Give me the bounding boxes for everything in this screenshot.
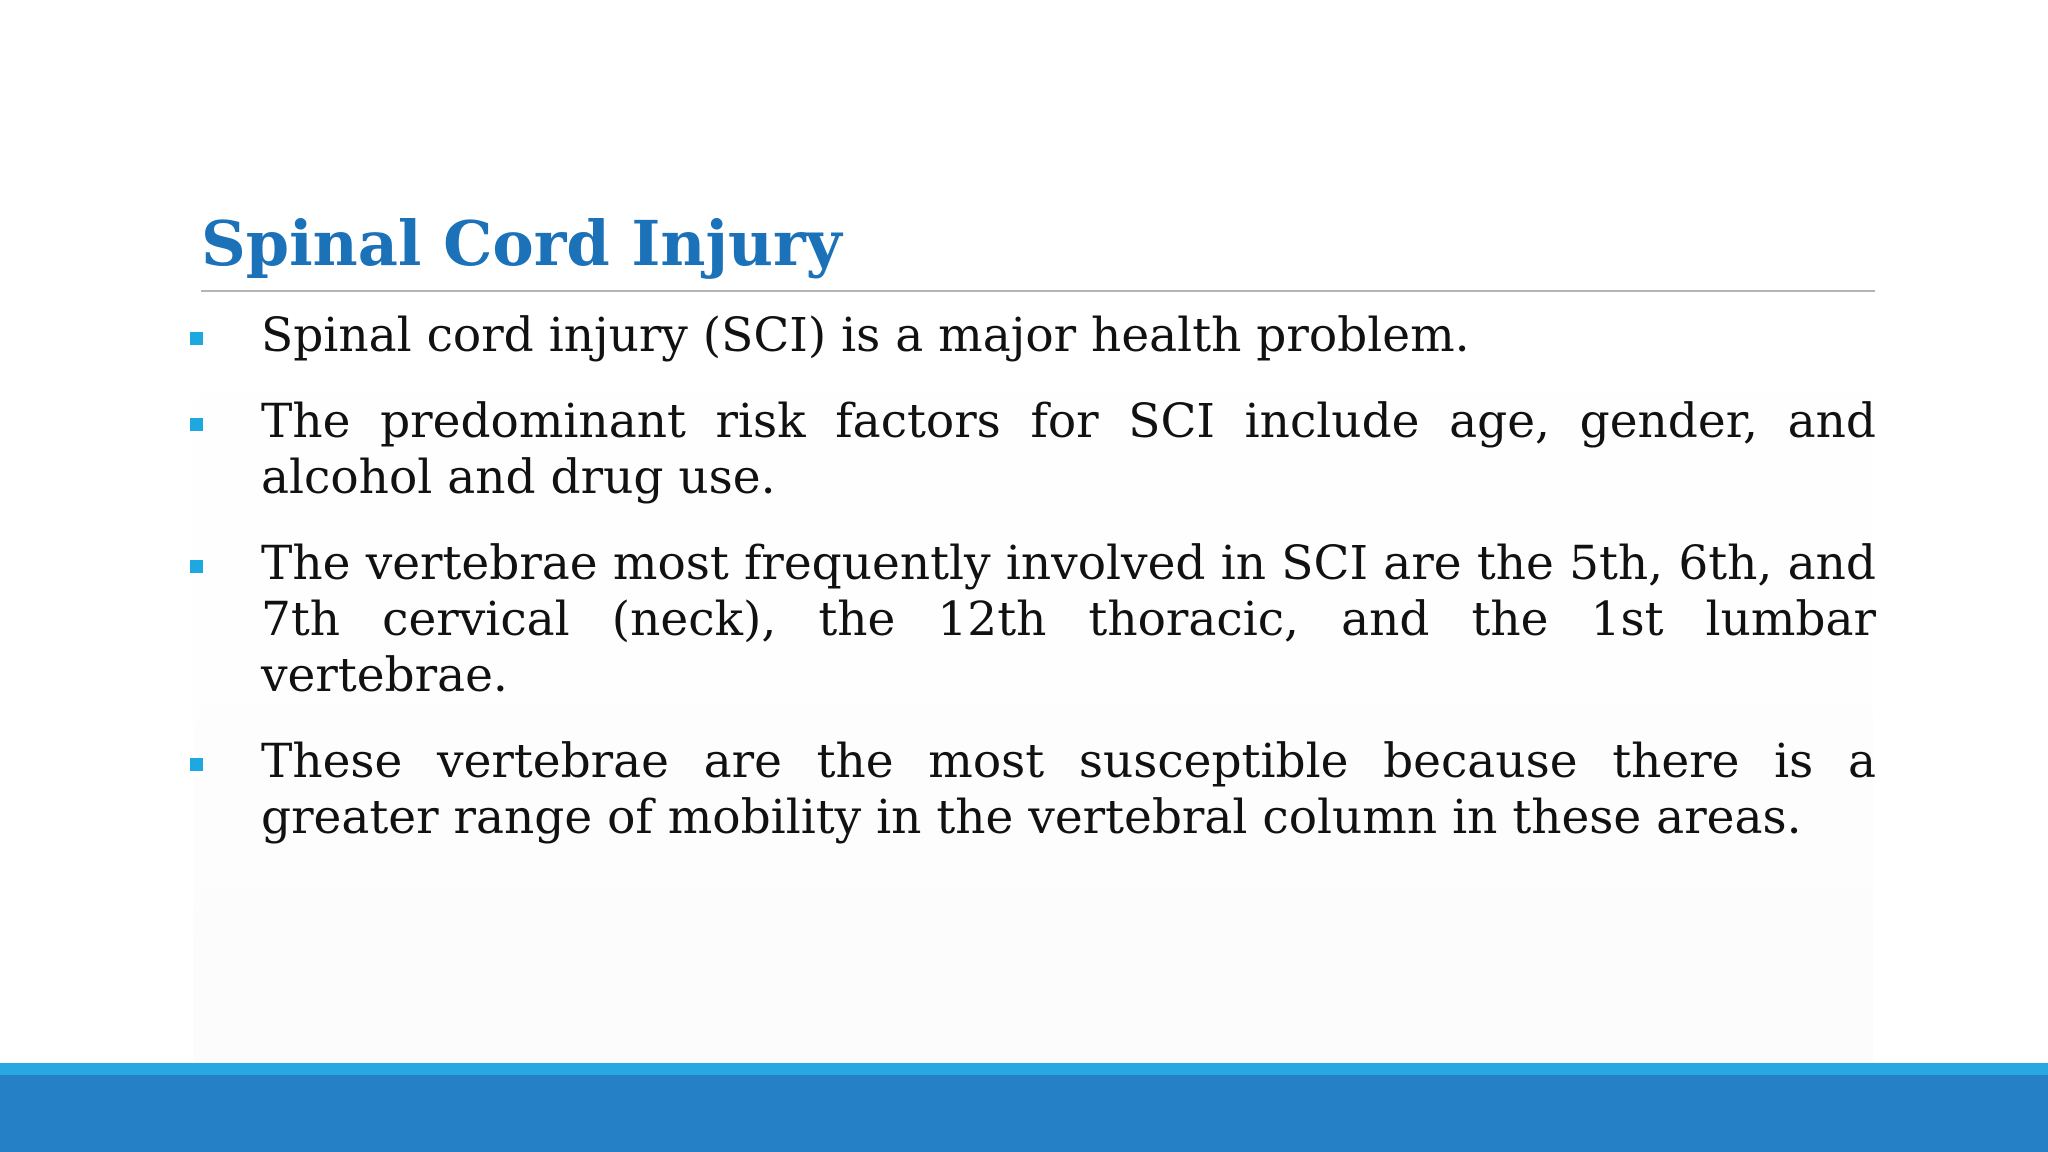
footer-band [0, 1075, 2048, 1152]
title-divider [201, 290, 1875, 292]
footer-accent-band [0, 1063, 2048, 1075]
bullet-text: The predominant risk factors for SCI include age, gender, and alcohol and drug use. [261, 394, 1876, 505]
bullet-text: The vertebrae most frequently involved in SCI are the 5th, 6th, and 7th cervical (neck), the 12th thoracic, and the 1st lumbar vertebrae. [261, 536, 1876, 703]
bullet-text: Spinal cord injury (SCI) is a major health problem. [261, 308, 1470, 363]
square-bullet-icon [190, 758, 203, 771]
square-bullet-icon [190, 332, 203, 345]
bullet-list [186, 308, 1876, 876]
bullet-item [186, 536, 1876, 704]
square-bullet-icon [190, 418, 203, 431]
bullet-item [186, 308, 1876, 364]
square-bullet-icon [190, 560, 203, 573]
bullet-item [186, 394, 1876, 506]
bullet-text: These vertebrae are the most susceptible because there is a greater range of mobility in the vertebral column in these areas. [261, 734, 1876, 845]
bullet-item [186, 734, 1876, 846]
slide-title: Spinal Cord Injury [201, 207, 842, 280]
